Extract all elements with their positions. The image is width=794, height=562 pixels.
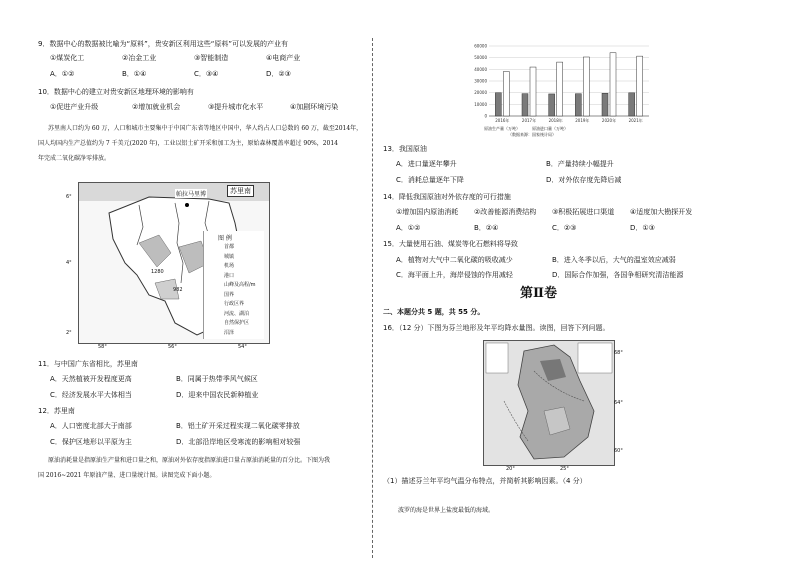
lon-25: 25° (560, 466, 569, 472)
q10-item-3: ③提升城市化水平 (208, 103, 264, 111)
bar-production (629, 93, 635, 116)
passage2-line2: 国 2016~2021 年原油产量、进口量统计图。读图完成下面小题。 (38, 472, 216, 479)
legend-item: 河流、湖泊 (224, 310, 250, 317)
finland-map-graphic (484, 341, 614, 465)
volume-title: 第Ⅱ卷 (520, 286, 557, 301)
lon-20: 20° (506, 466, 515, 472)
q12-stem: 12．苏里南 (38, 407, 75, 415)
lon-58: 58° (98, 344, 107, 350)
q9-item-2: ②冶金工业 (122, 54, 157, 62)
q11-option-d[interactable]: D．迎来中国农民新种植业 (176, 391, 259, 399)
q15-option-c[interactable]: C．海平面上升，海岸侵蚀的作用减轻 (396, 271, 513, 279)
legend-item: 国界 (224, 291, 235, 298)
y-tick-label: 30000 (474, 78, 487, 84)
lat-64: 64° (614, 400, 623, 406)
elev-label-2: 982 (173, 287, 183, 293)
q9-stem: 9．数据中心的数据被比喻为“原料”，贵安新区利用这些“原料”可以发展的产业有 (38, 40, 288, 48)
q15-option-b[interactable]: B．进入冬季以后，大气的温室效应减弱 (552, 256, 676, 264)
x-tick-label: 2020年 (601, 118, 617, 123)
q9-option-d[interactable]: D．②③ (266, 70, 291, 78)
q12-option-b[interactable]: B．铝土矿开采过程实现二氧化碳零排放 (176, 422, 300, 430)
q9-item-4: ④电商产业 (266, 54, 301, 62)
x-tick-label: 2021年 (628, 118, 643, 123)
q16-sub1: （1）描述芬兰年平均气温分布特点，并简析其影响因素。（4 分） (383, 477, 587, 485)
q10-item-2: ②增加就业机会 (132, 103, 181, 111)
q14-option-d[interactable]: D．①③ (630, 224, 655, 232)
lon-56: 56° (168, 344, 177, 350)
legend-item: 沼泽 (224, 329, 235, 336)
x-tick-label: 2019年 (575, 118, 590, 123)
q12-option-a[interactable]: A．人口密度北部大于南部 (50, 422, 132, 430)
map-title: 苏里南 (227, 185, 254, 197)
chart-source-note: （数据来源：国家统计局） (508, 132, 556, 137)
lat-2: 2° (66, 330, 72, 336)
column-divider (372, 38, 373, 558)
finland-map (483, 340, 615, 466)
legend-item: 机场 (224, 263, 235, 269)
oil-chart (463, 40, 653, 132)
lat-60: 60° (614, 448, 623, 454)
q10-stem: 10．数据中心的建立对贵安新区地理环境的影响有 (38, 88, 194, 96)
bar-production (575, 94, 581, 116)
q12-option-c[interactable]: C．保护区地形以平原为主 (50, 438, 132, 446)
lat-68: 68° (614, 350, 623, 356)
q14-option-c[interactable]: C．②③ (552, 224, 577, 232)
q14-item-2: ②改善能源消费结构 (474, 208, 537, 216)
q13-stem: 13．我国原油 (383, 145, 427, 153)
q14-item-1: ①增加国内原油消耗 (396, 208, 459, 216)
y-tick-label: 40000 (474, 66, 487, 72)
x-tick-label: 2018年 (548, 118, 563, 123)
q16-stem: 16．（12 分）下图为芬兰地形及年平均降水量图。读图，回答下列问题。 (383, 324, 610, 332)
q9-option-c[interactable]: C．③④ (194, 70, 219, 78)
q13-option-c[interactable]: C．消耗总量逐年下降 (396, 176, 464, 184)
oil-chart-svg (463, 40, 653, 132)
legend-item: 行政区界 (224, 301, 245, 307)
q11-option-b[interactable]: B．同属于热带季风气候区 (176, 375, 258, 383)
q15-option-a[interactable]: A．植物对大气中二氧化碳的吸收减少 (396, 256, 513, 264)
q11-stem: 11．与中国广东省相比，苏里南 (38, 360, 138, 368)
q14-item-4: ④适度加大勘探开发 (630, 208, 693, 216)
legend-items (224, 243, 256, 338)
y-tick-label: 20000 (474, 90, 487, 96)
q9-option-b[interactable]: B．①④ (122, 70, 147, 78)
lat-6: 6° (66, 194, 72, 200)
lat-4: 4° (66, 260, 72, 266)
passage1-line1: 苏里南人口约为 60 万，人口和城市主要集中于中国广东省等地区中国中，华人约占人口总数的 60 万，截至2014年， (48, 125, 363, 132)
q10-item-1: ①促进产业升级 (50, 103, 99, 111)
q14-item-3: ③积极拓展进口渠道 (552, 208, 615, 216)
y-tick-label: 50000 (474, 55, 487, 61)
bar-production (602, 93, 608, 116)
bar-import (583, 57, 589, 116)
x-tick-label: 2017年 (521, 118, 537, 123)
section-heading: 二、本题分共 5 题，共 55 分。 (383, 308, 485, 316)
q9-option-a[interactable]: A．①② (50, 70, 75, 78)
legend-item: 城镇 (224, 253, 235, 260)
elev-label-1: 1280 (151, 269, 164, 275)
legend-item: 首都 (224, 244, 235, 250)
symbol-legend (578, 343, 612, 373)
legend-item: 港口 (224, 272, 235, 279)
bar-import (610, 53, 616, 116)
q15-option-d[interactable]: D．国际合作加强，各国争相研究清洁能源 (552, 271, 684, 279)
y-tick-label: 10000 (474, 101, 487, 107)
passage1-line2: 国人均国内生产总值约为 7 千美元(2020 年)，工业以铝土矿开采和加工为主，原始森林覆盖率超过 90%，2014 (38, 140, 339, 147)
bar-import (530, 67, 536, 116)
bar-import (637, 56, 643, 116)
capital-marker (185, 203, 189, 207)
q12-option-d[interactable]: D．北部沿岸地区受寒流的影响相对较强 (176, 438, 301, 446)
legend-item: 自然保护区 (224, 320, 250, 326)
q13-option-b[interactable]: B．产量持续小幅提升 (546, 160, 614, 168)
chart-legend-import: 原油进口量（万吨） (532, 126, 568, 131)
passage1-line3: 年完成二氧化碳净零排放。 (38, 155, 111, 162)
q11-option-c[interactable]: C．经济发展水平大体相当 (50, 391, 132, 399)
bar-production (549, 94, 555, 116)
suriname-map (78, 182, 270, 344)
bar-import (557, 62, 563, 116)
bar-import (503, 72, 509, 116)
y-tick-label: 60000 (474, 43, 487, 49)
x-tick-label: 2016年 (495, 118, 510, 123)
q10-item-4: ④加剧环境污染 (290, 103, 339, 111)
lon-54: 54° (238, 344, 247, 350)
q9-item-3: ③智能制造 (194, 54, 229, 62)
chart-legend-production: 原油生产量（万吨） (484, 126, 520, 131)
map-legend (203, 231, 264, 339)
q13-option-a[interactable]: A．进口量逐年攀升 (396, 160, 457, 168)
bar-production (495, 93, 501, 116)
q14-option-a[interactable]: A．①② (396, 224, 421, 232)
q13-option-d[interactable]: D．对外依存度先降后减 (546, 176, 622, 184)
q9-item-1: ①煤炭化工 (50, 54, 85, 62)
q14-stem: 14．降低我国原油对外依存度的可行措施 (383, 193, 511, 201)
q16-tail: 波罗的海是世界上盐度最低的海域。 (398, 507, 495, 514)
capital-label: 帕拉马里博 (176, 191, 207, 198)
q14-option-b[interactable]: B．②④ (474, 224, 499, 232)
legend-item: 山峰及高程/m (224, 282, 256, 288)
q11-option-a[interactable]: A．天然植被开发程度更高 (50, 375, 132, 383)
q15-stem: 15．大量使用石油、煤炭等化石燃料将导致 (383, 240, 518, 248)
passage2-line1: 原油消耗量是指原油生产量和进口量之和，原油对外依存度指原油进口量占原油消耗量的百分比。下图为我 (48, 457, 331, 464)
bar-production (522, 94, 528, 116)
legend-title: 图 例 (218, 235, 232, 242)
elevation-legend (486, 343, 508, 373)
y-tick-label: 0 (484, 113, 487, 119)
